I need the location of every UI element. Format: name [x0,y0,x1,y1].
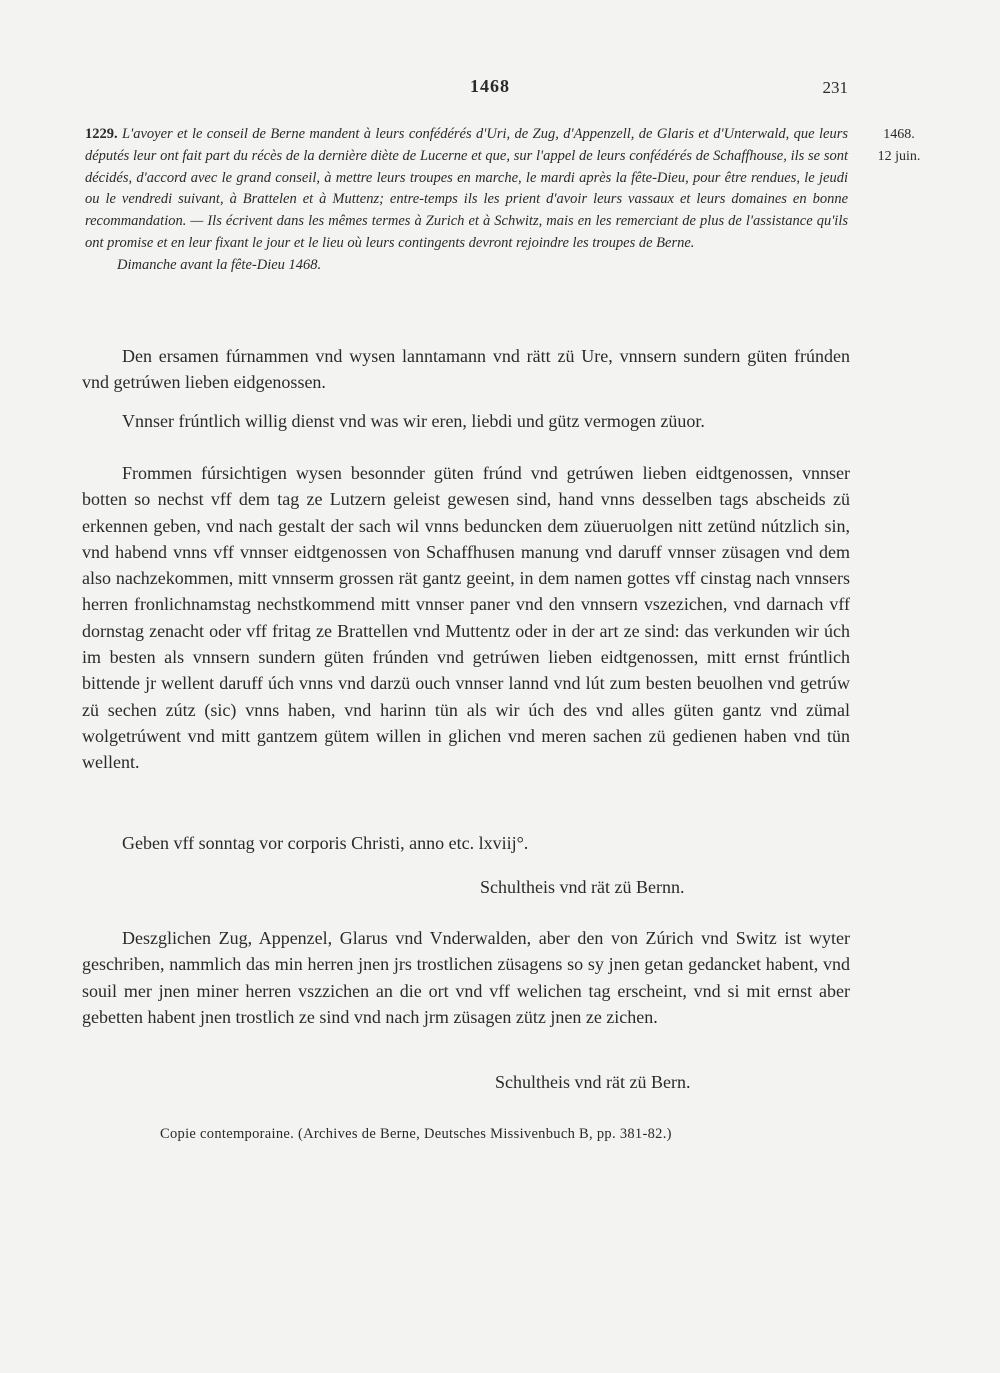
letter-body: Frommen fúrsichtigen wysen besonnder güten frúnd vnd getrúwen lieben eidtgenossen, vnnser botten so nechst vff dem tag ze Lutzern geleist gewesen sind, hand vnns desselben tags abscheids zü erkennen geben, vnd nach gestalt der sach wil vnns beduncken dem züueruolgen nitt zetünd nútzlich sin, vnd habend vnns vff vnnser eidtgenossen von Schaffhusen manung vnd daruff vnnser züsagen vnd dem also nachzekommen, mitt vnnserm grossen rät gantz geeint, in dem namen gottes vff cinstag nach vnnsers herren fronlichnamstag nechstkommend mitt vnnser paner vnd den vnnsern vszezichen, vnd darnach vff dornstag zenacht oder vff fritag ze Brattellen vnd Muttentz oder in der art ze sind: das verkunden wir úch im besten als vnnsern sundern güten frúnden vnd getrúwen lieben eidtgenossen, mitt ernst frúntlich bittende jr wellent daruff úch vnns vnd darzü ouch vnnser lannd vnd lút zum besten beuolhen vnd getrúw zü sechen zútz (sic) vnns haben, vnd harinn tün als wir úch des vnd alles güten gantz vnd zümal wolgetrúwent vnd mitt gantzem gütem willen in glichen vnd meren sachen zü gedienen haben vnd tün wellent. [82,463,850,773]
summary-text: L'avoyer et le conseil de Berne mandent à leurs confédérés d'Uri, de Zug, d'Appenzell, de Glaris et d'Unterwald, que leurs députés leur ont fait part du récès de la dernière diète de Lucerne et que, sur l'appel de leurs confédérés de Schaffhouse, ils se sont décidés, d'accord avec le grand conseil, à mettre leurs troupes en marche, le mardi après la fête-Dieu, pour être rendues, le jeudi ou le vendredi suivant, à Brattelen et à Muttenz; entre-temps ils les prient d'avoir leurs vassaux et leurs domaines en bonne recommandation. — Ils écrivent dans les mêmes termes à Zurich et à Schwitz, mais en les remerciant de plus de l'assistance qu'ils ont promise et en leur fixant le jour et le lieu où leurs contingents devront rejoindre les troupes de Berne. [85,126,849,251]
letter-salutation: Vnnser frúntlich willig dienst vnd was wir eren, liebdi und gütz vermogen züuor. [122,411,705,431]
running-header-year: 1468 [470,76,510,96]
document-number: 1229. [85,126,118,142]
document-summary [85,124,848,277]
margin-note [864,124,934,168]
margin-note-date: 12 juin. [877,149,921,164]
source-note: Copie contemporaine. (Archives de Berne, Deutsches Missivenbuch B, pp. 381-82.) [160,1126,672,1142]
page-number: 231 [822,78,848,97]
margin-note-year: 1468. [883,127,915,142]
postscript-text: Deszglichen Zug, Appenzel, Glarus vnd Vnderwalden, aber den von Zúrich vnd Switz ist wyter geschriben, nammlich das min herren jnen jrs trostlichen züsagens so sy jnen getan gedancket habent, vnd souil mer jnen miner herren vszzichen an die ort vnd vff welichen tag erscheint, vnd si mit ernst aber gebetten habent jnen trostlich ze sind vnd nach jrm züsagen zütz jnen ze zichen. [82,928,850,1027]
postscript-signature: Schultheis vnd rät zü Bern. [495,1072,691,1092]
letter-dating: Geben vff sonntag vor corporis Christi, anno etc. lxviij°. [122,833,529,853]
letter-signature: Schultheis vnd rät zü Bernn. [480,877,685,897]
letter-address: Den ersamen fúrnammen vnd wysen lanntamann vnd rätt zü Ure, vnnsern sundern güten frúnden vnd getrúwen lieben eidgenossen. [82,346,850,393]
summary-date-line: Dimanche avant la fête-Dieu 1468. [117,256,322,273]
